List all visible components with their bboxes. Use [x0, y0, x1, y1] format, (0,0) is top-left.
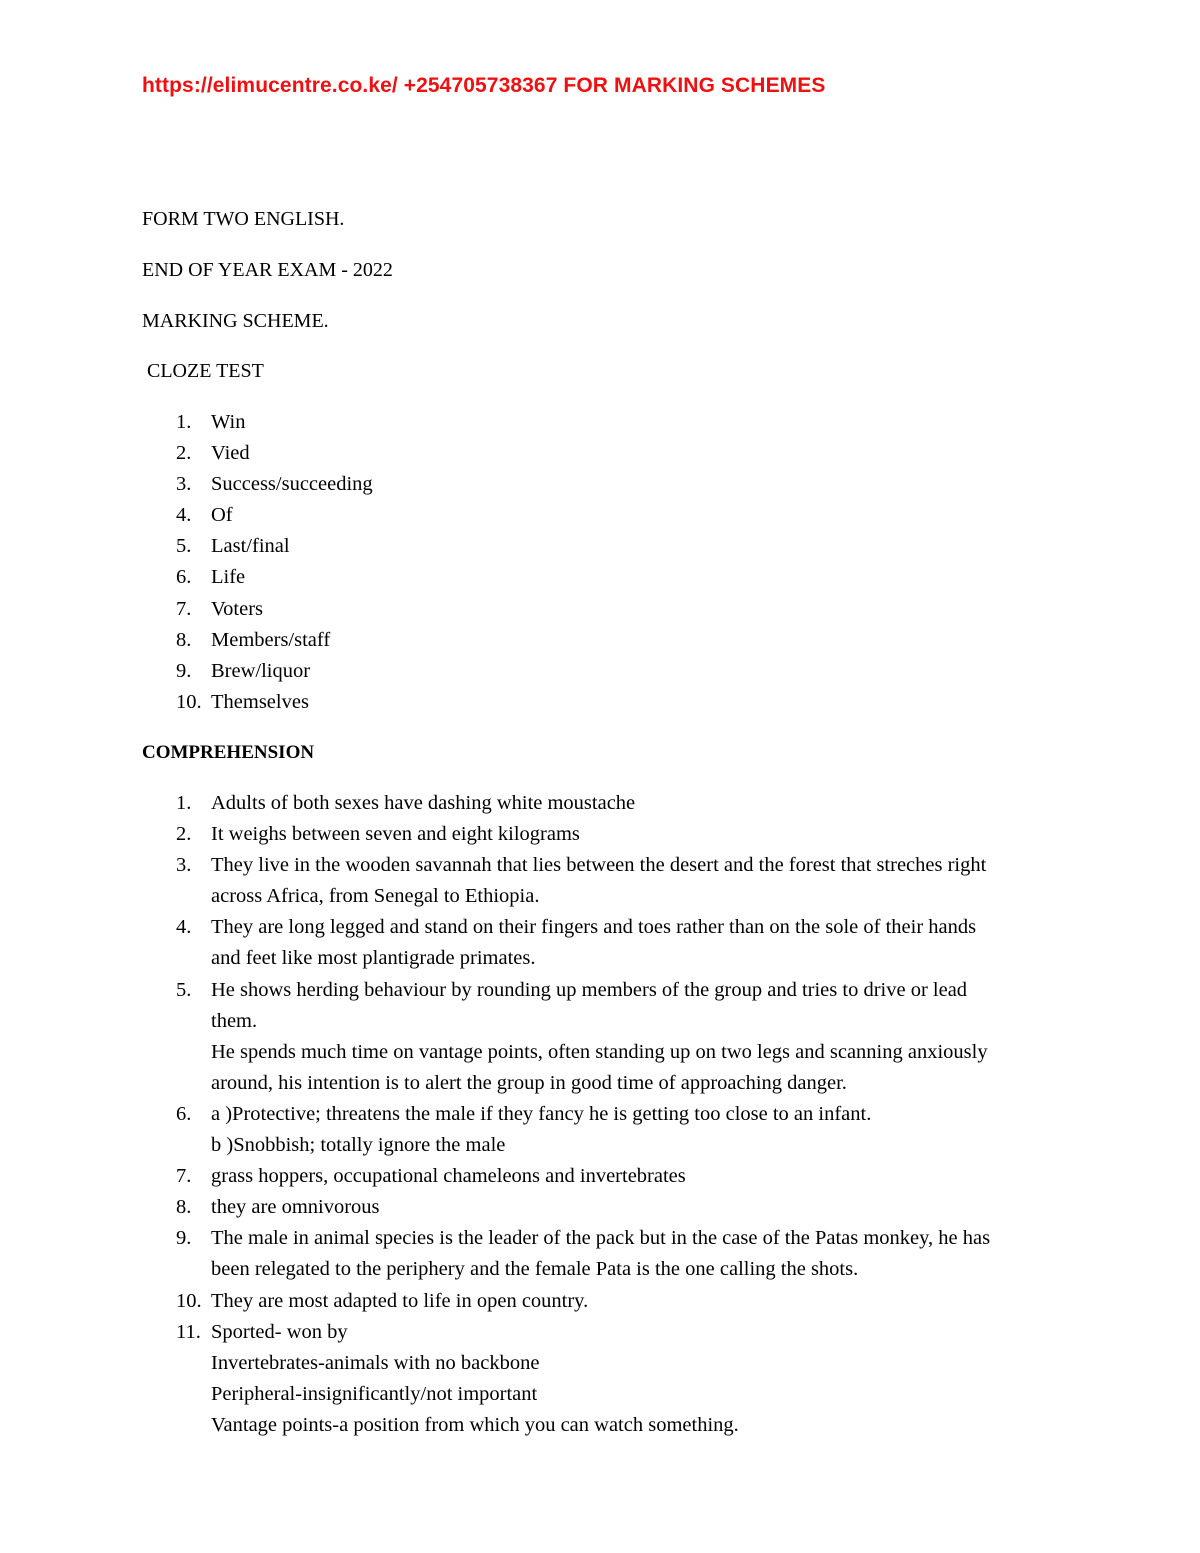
list-item-number: 4. — [176, 916, 192, 939]
list-item — [0, 594, 1200, 625]
list-item-text: Themselves — [211, 690, 309, 713]
list-item-text: Peripheral-insignificantly/not important — [211, 1382, 538, 1405]
list-item-text: He spends much time on vantage points, often standing up on two legs and scanning anxiously — [211, 1040, 988, 1063]
list-item-text: Vied — [211, 442, 250, 465]
list-item — [0, 850, 1200, 912]
list-item-text: He shows herding behaviour by rounding up members of the group and tries to drive or lead — [211, 978, 968, 1001]
list-item — [0, 687, 1200, 718]
list-item — [0, 975, 1200, 1099]
list-item-text: Invertebrates-animals with no backbone — [211, 1351, 540, 1374]
list-item-number: 3. — [176, 854, 192, 877]
list-item — [0, 1161, 1200, 1192]
cloze-test-heading: CLOZE TEST — [147, 360, 264, 382]
list-item-number: 3. — [176, 473, 192, 496]
list-item-number: 8. — [176, 628, 192, 651]
list-item — [0, 1317, 1200, 1441]
list-item-number: 8. — [176, 1196, 192, 1219]
list-item-text: They are long legged and stand on their fingers and toes rather than on the sole of their hands — [211, 916, 977, 939]
list-item-number: 9. — [176, 659, 192, 682]
list-item — [0, 788, 1200, 819]
list-item-text: around, his intention is to alert the group in good time of approaching danger. — [211, 1071, 847, 1094]
list-item — [0, 1099, 1200, 1161]
list-item — [0, 1192, 1200, 1223]
list-item-text: a )Protective; threatens the male if they fancy he is getting too close to an infant. — [211, 1102, 872, 1125]
title-form-two-english: FORM TWO ENGLISH. — [142, 208, 345, 230]
header-banner-link[interactable]: https://elimucentre.co.ke/ +254705738367 FOR MARKING SCHEMES — [142, 74, 826, 97]
list-item — [0, 438, 1200, 469]
list-item-text: Adults of both sexes have dashing white moustache — [211, 792, 636, 814]
list-item — [0, 1223, 1200, 1285]
list-item-text: Vantage points-a position from which you can watch something. — [211, 1413, 739, 1436]
list-item-text: The male in animal species is the leader of the pack but in the case of the Patas monkey, he has — [211, 1227, 991, 1250]
list-item-text: They live in the wooden savannah that lies between the desert and the forest that streches right — [211, 854, 987, 877]
list-item — [0, 819, 1200, 850]
list-item-text: grass hoppers, occupational chameleons and invertebrates — [211, 1165, 686, 1188]
list-item-number: 5. — [176, 535, 192, 558]
list-item-number: 6. — [176, 566, 192, 589]
list-item-number: 9. — [176, 1227, 192, 1250]
list-item-number: 5. — [176, 978, 192, 1001]
list-item-text: and feet like most plantigrade primates. — [211, 947, 536, 970]
list-item-text: Brew/liquor — [211, 659, 311, 682]
list-item-number: 11. — [176, 1320, 201, 1343]
list-item-text: Members/staff — [211, 628, 331, 651]
list-item-number: 2. — [176, 823, 192, 846]
list-item-text: across Africa, from Senegal to Ethiopia. — [211, 885, 540, 908]
list-item — [0, 469, 1200, 500]
list-item-text: It weighs between seven and eight kilograms — [211, 823, 580, 846]
list-item-text: Life — [211, 566, 246, 589]
list-item — [0, 625, 1200, 656]
list-item-text: they are omnivorous — [211, 1196, 380, 1219]
list-item-text: Voters — [211, 597, 264, 620]
list-item-number: 2. — [176, 442, 192, 465]
comprehension-heading: COMPREHENSION — [142, 742, 315, 763]
list-item-text: Of — [211, 504, 233, 527]
title-end-of-year-exam: END OF YEAR EXAM - 2022 — [142, 259, 393, 281]
list-item — [0, 562, 1200, 593]
list-item-text: Sported- won by — [211, 1320, 348, 1343]
list-item — [0, 531, 1200, 562]
list-item-text: Last/final — [211, 535, 290, 558]
list-item-number: 10. — [176, 690, 202, 713]
list-item — [0, 500, 1200, 531]
list-item-number: 1. — [176, 792, 192, 814]
list-item-number: 7. — [176, 597, 192, 620]
list-item — [0, 1286, 1200, 1317]
comprehension-answer-list — [0, 788, 1200, 1441]
list-item-number: 1. — [176, 411, 192, 433]
list-item-number: 6. — [176, 1102, 192, 1125]
list-item-text: b )Snobbish; totally ignore the male — [211, 1134, 506, 1157]
list-item-number: 7. — [176, 1165, 192, 1188]
title-marking-scheme: MARKING SCHEME. — [142, 310, 329, 332]
cloze-answer-list — [0, 407, 1200, 718]
list-item-number: 10. — [176, 1289, 202, 1312]
list-item — [0, 656, 1200, 687]
list-item-text: Success/succeeding — [211, 473, 373, 496]
list-item-number: 4. — [176, 504, 192, 527]
list-item — [0, 912, 1200, 974]
list-item — [0, 407, 1200, 438]
list-item-text: They are most adapted to life in open country. — [211, 1289, 589, 1312]
list-item-text: Win — [211, 411, 246, 433]
list-item-text: been relegated to the periphery and the female Pata is the one calling the shots. — [211, 1258, 859, 1281]
list-item-text: them. — [211, 1009, 258, 1032]
